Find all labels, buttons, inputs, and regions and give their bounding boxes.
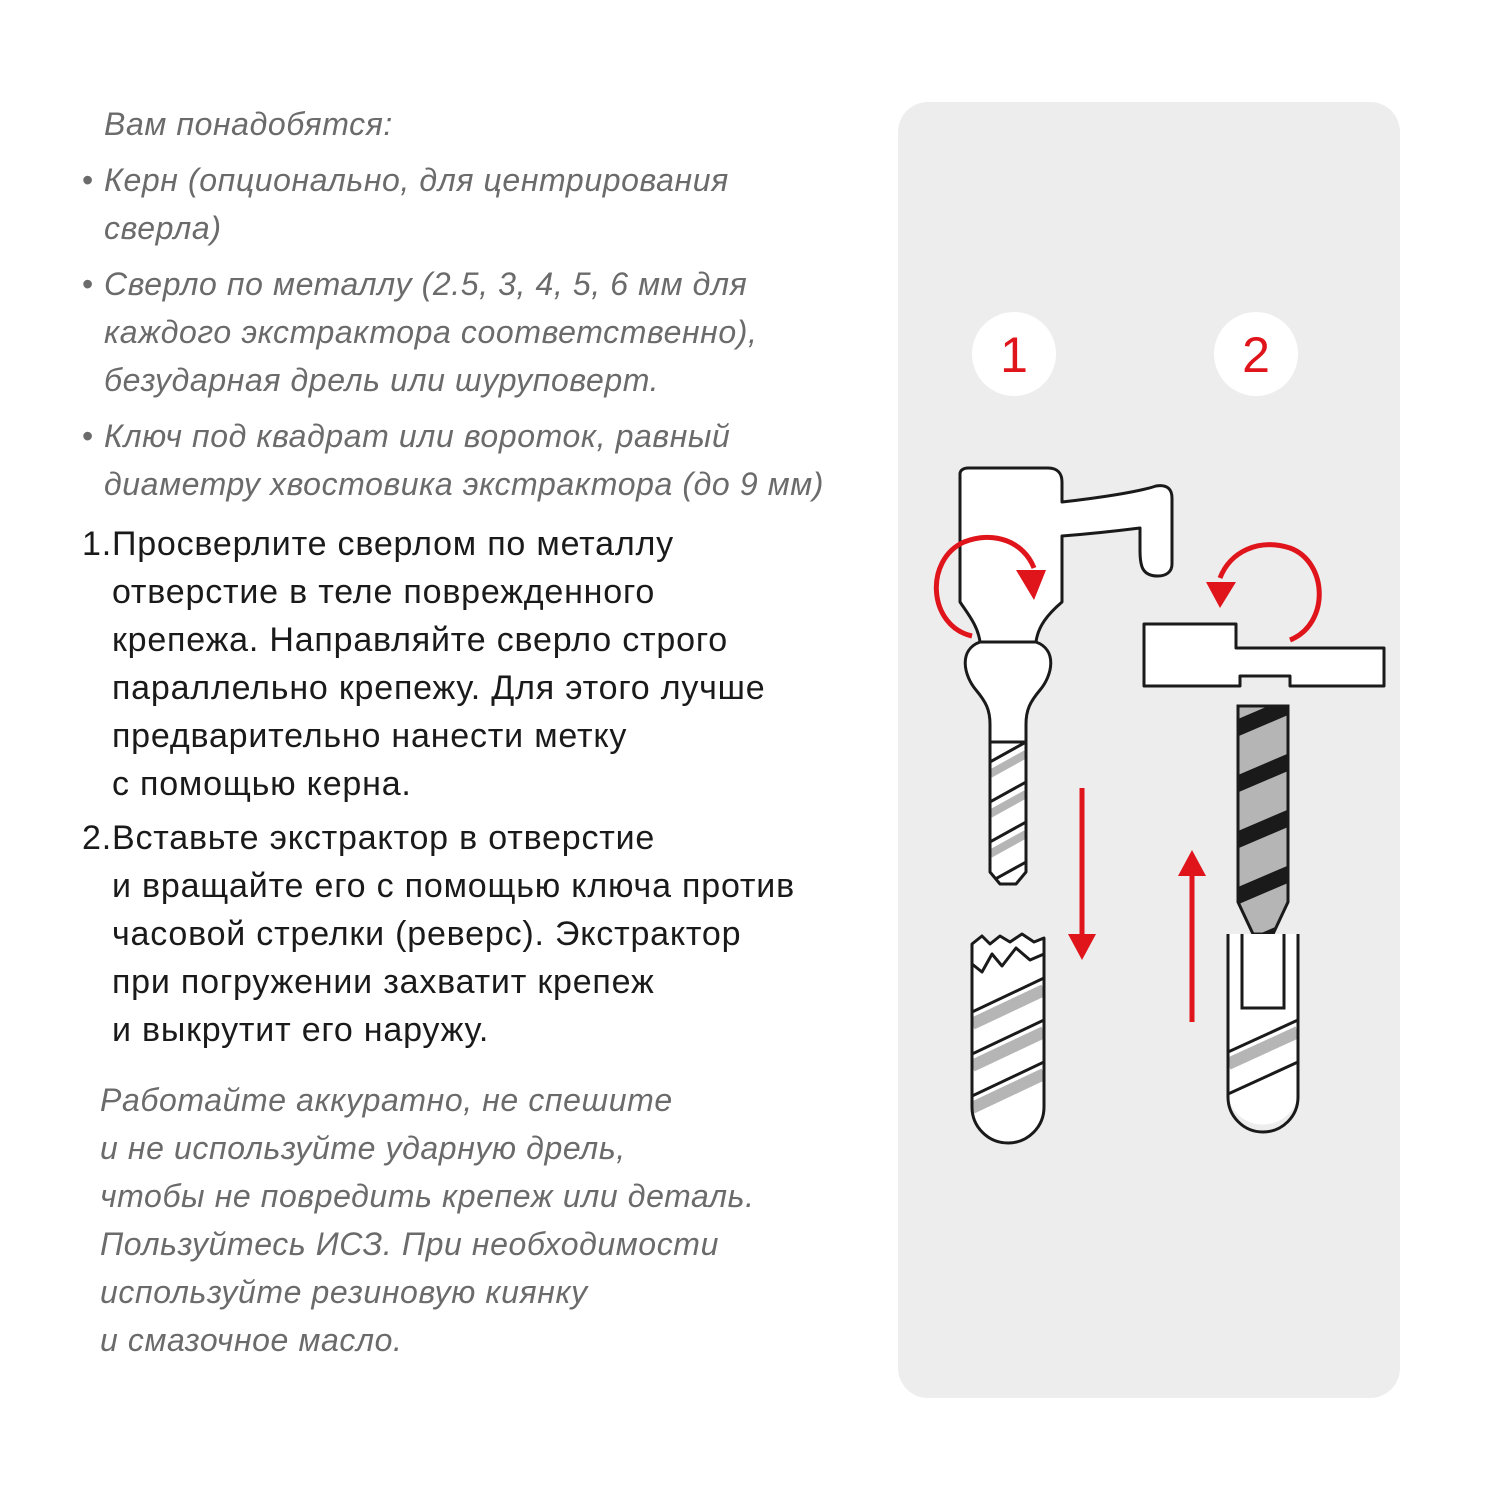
drill-icon: [960, 468, 1172, 887]
step-2: [82, 814, 902, 1054]
step-number: 1.: [82, 525, 112, 563]
drill-body: [960, 468, 1172, 642]
step-2-marker: [1214, 312, 1298, 396]
step-1-label: 1: [1000, 327, 1028, 383]
step-1-marker: [972, 312, 1056, 396]
tap-wrench-icon: [1144, 624, 1384, 686]
instructions-text: [82, 100, 902, 1364]
requirement-text: Сверло по металлу (2.5, 3, 4, 5, 6 мм для каждого экстрактора соответственно), безударная дрель или шуруповерт.: [104, 266, 758, 398]
steps-section: [82, 520, 902, 1054]
step-1: [82, 520, 902, 808]
bullet-icon: •: [82, 418, 94, 454]
requirement-item: [82, 260, 902, 404]
requirement-item: [82, 156, 902, 252]
requirement-item: [82, 412, 902, 508]
extractor-icon: [1228, 702, 1298, 956]
bullet-icon: •: [82, 162, 94, 198]
requirement-text: Керн (опционально, для центрирования сверла): [104, 162, 729, 246]
requirement-text: Ключ под квадрат или вороток, равный диаметру хвостовика экстрактора (до 9 мм): [104, 418, 825, 502]
move-up-arrow-icon: [1178, 850, 1206, 1022]
diagram-panel: [898, 102, 1400, 1398]
safety-note: Работайте аккуратно, не спешите и не используйте ударную дрель, чтобы не повредить крепеж или деталь. Пользуйтесь ИСЗ. При необходимости используйте резиновую киянку и смазочное масло.: [100, 1082, 755, 1358]
rotate-counterclockwise-arrowhead-icon: [1206, 582, 1236, 608]
pilot-hole: [1242, 934, 1284, 1008]
requirements-section: [82, 100, 902, 508]
drilled-fastener-icon: [1228, 934, 1298, 1134]
bullet-icon: •: [82, 266, 94, 302]
step-2-label: 2: [1242, 327, 1270, 383]
diagram-svg: [898, 102, 1400, 1398]
drill-chuck: [965, 642, 1051, 742]
move-down-arrow-icon: [1068, 788, 1096, 960]
step-number: 2.: [82, 819, 112, 857]
requirements-title: Вам понадобятся:: [104, 106, 393, 142]
step-text: Просверлите сверлом по металлу отверстие в теле поврежденного крепежа. Направляйте сверло строго параллельно крепежу. Для этого лучше предварительно нанести метку с помощью керна.: [111, 525, 766, 803]
broken-fastener-icon: [972, 934, 1044, 1144]
step-text: Вставьте экстрактор в отверстие и вращайте его с помощью ключа против часовой стрелки (реверс). Экстрактор при погружении захватит крепеж и выкрутит его наружу.: [111, 819, 795, 1049]
drill-bit: [990, 742, 1026, 887]
